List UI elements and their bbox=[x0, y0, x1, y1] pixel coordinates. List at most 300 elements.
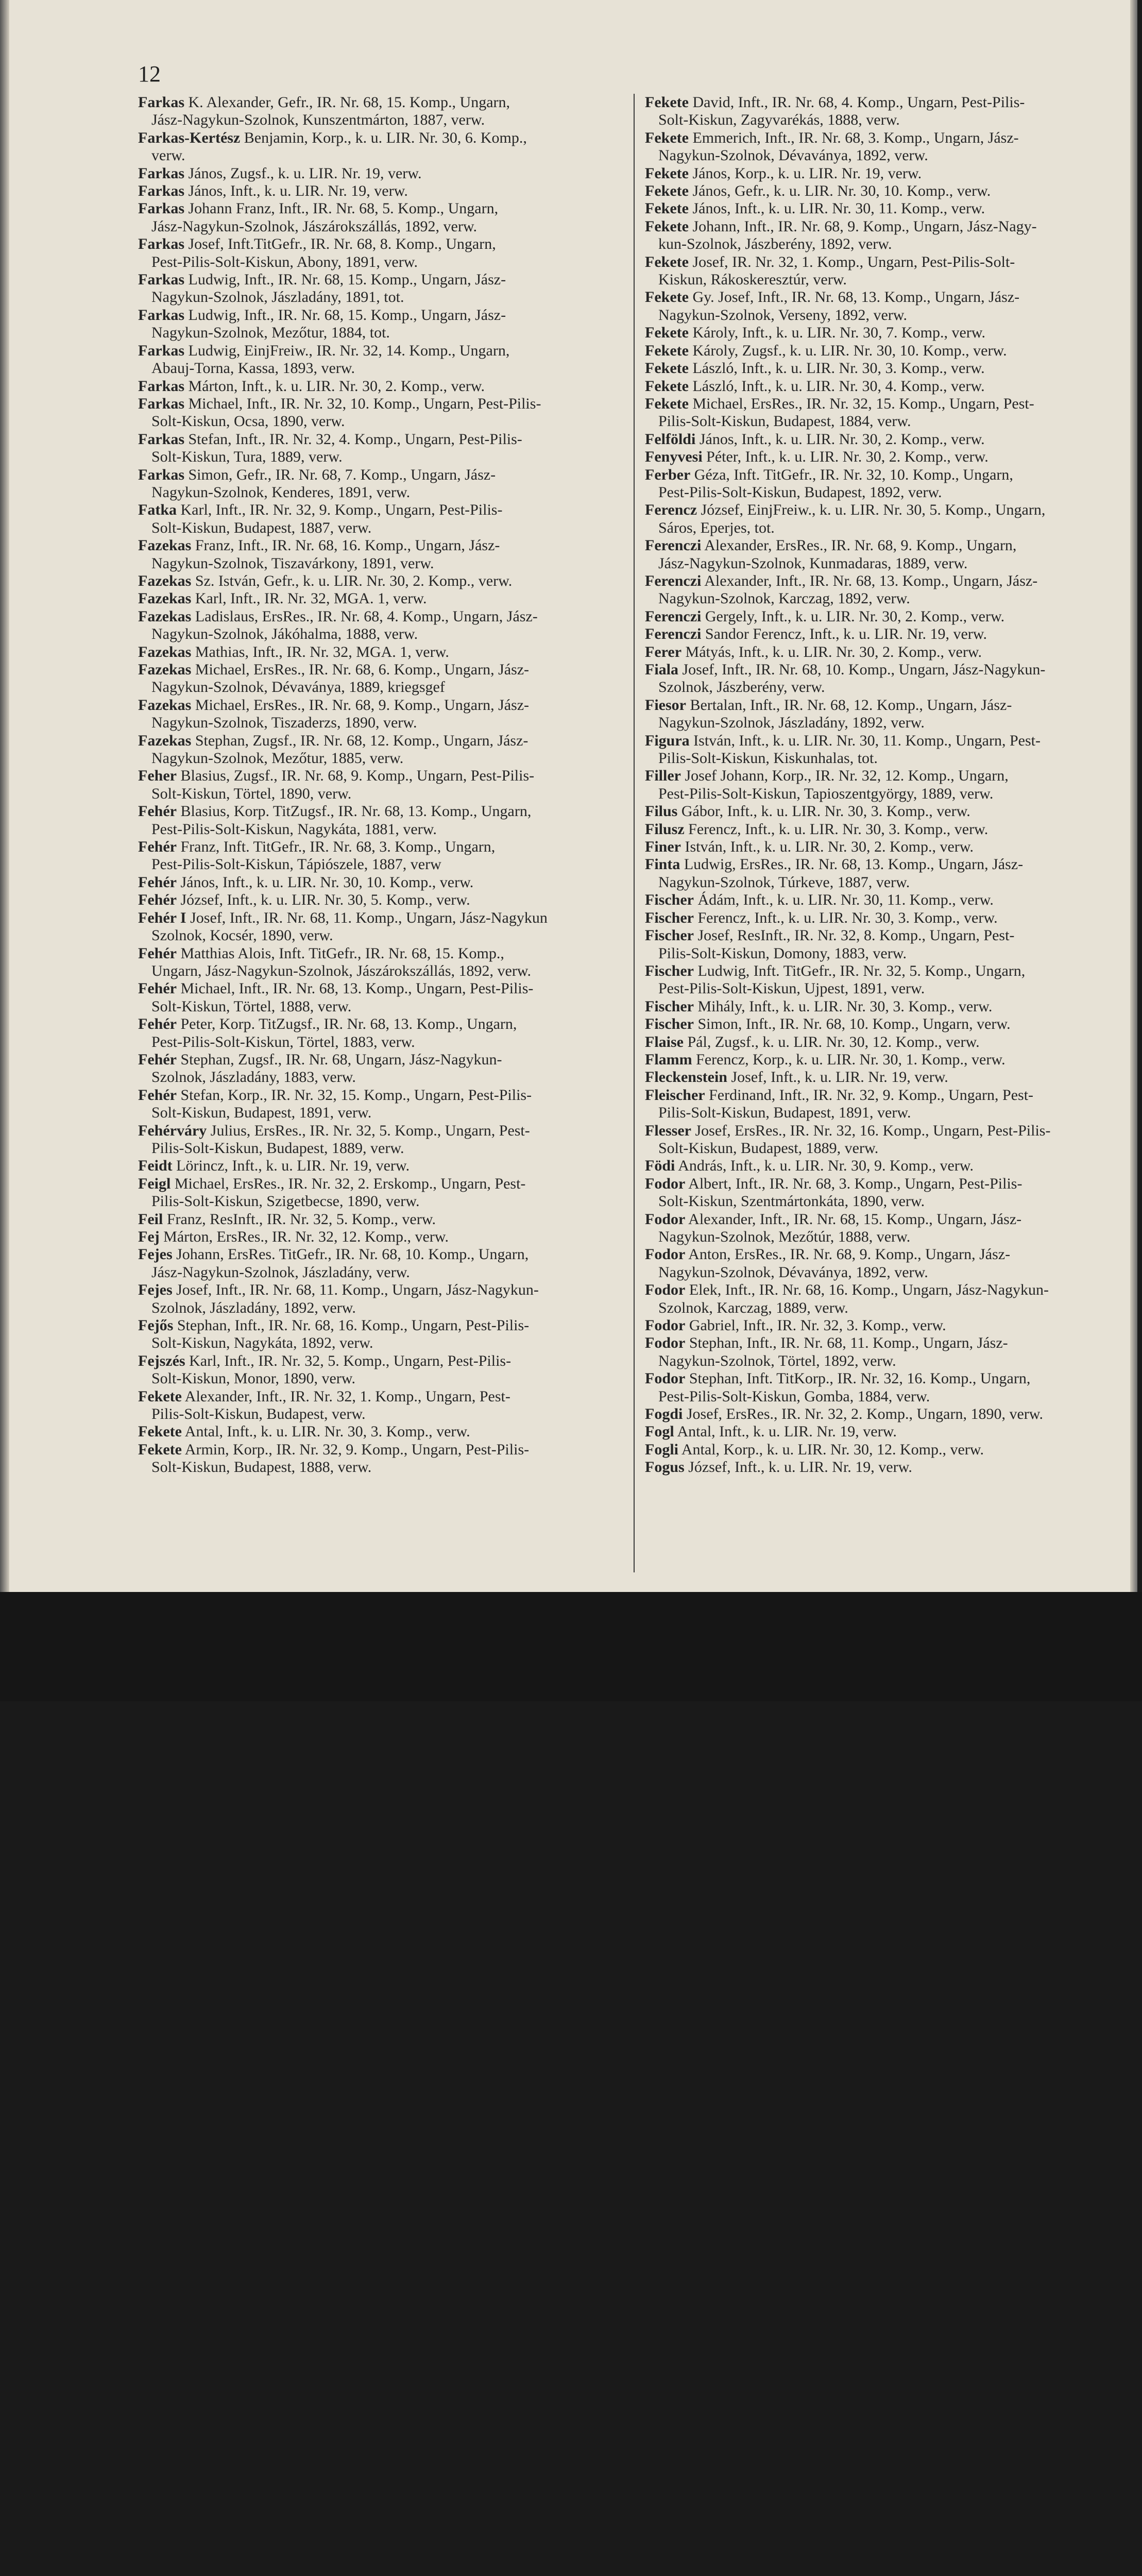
entry-surname: Feigl bbox=[138, 1175, 171, 1192]
entry-continuation-line: Pest-Pilis-Solt-Kiskun, Abony, 1891, verw. bbox=[151, 253, 418, 270]
entry-details: Alexander, Inft., IR. Nr. 68, 15. Komp., Ungarn, Jász- bbox=[685, 1210, 1022, 1228]
entry-details: Stephan, Zugsf., IR. Nr. 68, Ungarn, Jász-Nagykun- bbox=[176, 1050, 502, 1068]
entry-continuation-line: Nagykun-Szolnok, Karczag, 1892, verw. bbox=[658, 590, 910, 607]
entry-details: Alexander, Inft., IR. Nr. 32, 1. Komp., Ungarn, Pest- bbox=[181, 1387, 510, 1405]
entry-first-line bbox=[645, 1441, 1137, 1459]
entry-details: Ferencz, Inft., k. u. LIR. Nr. 30, 3. Komp., verw. bbox=[693, 909, 998, 926]
directory-entry bbox=[138, 395, 627, 431]
entry-first-line bbox=[138, 1087, 627, 1104]
entry-first-line bbox=[645, 625, 1137, 643]
entry-first-line bbox=[645, 448, 1137, 466]
entry-surname: Fazekas bbox=[138, 696, 192, 714]
entry-surname: Fogdi bbox=[645, 1405, 683, 1423]
entry-first-line bbox=[138, 501, 627, 519]
entry-surname: Feher bbox=[138, 767, 177, 785]
entry-details: Johann Franz, Inft., IR. Nr. 68, 5. Komp., Ungarn, bbox=[184, 200, 499, 217]
entry-details: Franz, Inft., IR. Nr. 68, 16. Komp., Ungarn, Jász- bbox=[191, 537, 500, 554]
entry-details: Gy. Josef, Inft., IR. Nr. 68, 13. Komp., Ungarn, Jász- bbox=[688, 289, 1020, 306]
entry-continuation-line: Solt-Kiskun, Szentmártonkáta, 1890, verw. bbox=[658, 1193, 925, 1210]
entry-details: János, Inft., k. u. LIR. Nr. 19, verw. bbox=[184, 182, 408, 200]
entry-details: Simon, Gefr., IR. Nr. 68, 7. Komp., Ungarn, Jász- bbox=[184, 466, 496, 483]
entry-details: Stefan, Inft., IR. Nr. 32, 4. Komp., Ungarn, Pest-Pilis- bbox=[184, 430, 522, 448]
entry-continuation-line: Szolnok, Karczag, 1889, verw. bbox=[658, 1299, 848, 1316]
entry-first-line bbox=[138, 378, 627, 395]
entry-details: Károly, Zugsf., k. u. LIR. Nr. 30, 10. Komp., verw. bbox=[688, 342, 1007, 359]
entry-surname: Fejszés bbox=[138, 1352, 185, 1369]
entry-first-line bbox=[645, 661, 1137, 679]
entry-first-line bbox=[645, 962, 1137, 980]
entry-surname: Fehér bbox=[138, 980, 177, 997]
entry-details: Josef, ErsRes., IR. Nr. 32, 2. Komp., Ungarn, 1890, verw. bbox=[683, 1405, 1043, 1423]
entry-details: József, Inft., k. u. LIR. Nr. 19, verw. bbox=[684, 1459, 912, 1476]
entry-first-line bbox=[645, 378, 1137, 395]
entry-details: János, Inft., k. u. LIR. Nr. 30, 2. Komp., verw. bbox=[695, 430, 985, 448]
entry-continuation-line: Solt-Kiskun, Ocsa, 1890, verw. bbox=[151, 413, 345, 430]
entry-continuation-line: Pest-Pilis-Solt-Kiskun, Törtel, 1883, verw. bbox=[151, 1033, 415, 1050]
entry-surname: Ferber bbox=[645, 466, 691, 483]
directory-entry bbox=[138, 767, 627, 803]
entry-details: Ferencz, Inft., k. u. LIR. Nr. 30, 3. Komp., verw. bbox=[684, 820, 988, 838]
entry-surname: Farkas bbox=[138, 430, 184, 448]
entry-details: László, Inft., k. u. LIR. Nr. 30, 4. Komp., verw. bbox=[688, 377, 985, 395]
entry-details: Josef, ResInft., IR. Nr. 32, 8. Komp., Ungarn, Pest- bbox=[693, 927, 1015, 944]
entry-surname: Fischer bbox=[645, 962, 694, 979]
directory-entry bbox=[645, 182, 1137, 200]
entry-details: Stephan, Inft., IR. Nr. 68, 11. Komp., Ungarn, Jász- bbox=[685, 1334, 1008, 1352]
entry-first-line bbox=[645, 1122, 1137, 1140]
entry-details: Blasius, Korp. TitZugsf., IR. Nr. 68, 13. Komp., Ungarn, bbox=[176, 803, 532, 820]
entry-first-line bbox=[138, 165, 627, 182]
entry-first-line bbox=[138, 1122, 627, 1140]
entry-details: Stephan, Inft. TitKorp., IR. Nr. 32, 16. Komp., Ungarn, bbox=[685, 1370, 1031, 1387]
entry-details: Simon, Inft., IR. Nr. 68, 10. Komp., Ungarn, verw. bbox=[693, 1015, 1011, 1033]
entry-continuation-line: Nagykun-Szolnok, Verseny, 1892, verw. bbox=[658, 306, 907, 324]
entry-details: Gergely, Inft., k. u. LIR. Nr. 30, 2. Komp., verw. bbox=[701, 607, 1005, 625]
entry-continuation-line: Nagykun-Szolnok, Mezőtúr, 1888, verw. bbox=[658, 1228, 911, 1245]
entry-continuation-line: Szolnok, Jászberény, verw. bbox=[658, 679, 825, 696]
directory-entry bbox=[645, 1069, 1137, 1086]
entry-first-line bbox=[645, 200, 1137, 217]
directory-entry bbox=[645, 838, 1137, 856]
entry-surname: Ferenczi bbox=[645, 572, 702, 589]
entry-first-line bbox=[645, 572, 1137, 590]
entry-surname: Fodor bbox=[645, 1370, 686, 1387]
entry-first-line bbox=[138, 767, 627, 785]
directory-entry bbox=[138, 1175, 627, 1211]
entry-details: Ádám, Inft., k. u. LIR. Nr. 30, 11. Komp., verw. bbox=[693, 891, 994, 909]
entry-continuation-line: Nagykun-Szolnok, Túrkeve, 1887, verw. bbox=[658, 873, 910, 891]
directory-entry bbox=[645, 1281, 1137, 1317]
entry-continuation-line: Pest-Pilis-Solt-Kiskun, Gomba, 1884, verw. bbox=[658, 1387, 930, 1405]
directory-entry bbox=[138, 1317, 627, 1352]
directory-entry bbox=[645, 1122, 1137, 1158]
directory-entry bbox=[138, 572, 627, 590]
entry-surname: Ferenczi bbox=[645, 625, 702, 643]
entry-first-line bbox=[645, 466, 1137, 484]
entry-details: Stephan, Inft., IR. Nr. 68, 16. Komp., Ungarn, Pest-Pilis- bbox=[173, 1317, 530, 1334]
entry-details: Ludwig, Inft., IR. Nr. 68, 15. Komp., Ungarn, Jász- bbox=[184, 306, 506, 324]
entry-details: Michael, Inft., IR. Nr. 32, 10. Komp., Ungarn, Pest-Pilis- bbox=[184, 395, 541, 412]
entry-details: Emmerich, Inft., IR. Nr. 68, 3. Komp., Ungarn, Jász- bbox=[688, 129, 1019, 146]
entry-first-line bbox=[645, 1211, 1137, 1228]
entry-first-line bbox=[645, 927, 1137, 944]
entry-details: Franz, Inft. TitGefr., IR. Nr. 68, 3. Komp., Ungarn, bbox=[176, 838, 496, 856]
entry-first-line bbox=[645, 998, 1137, 1015]
entry-continuation-line: Nagykun-Szolnok, Jászladány, 1891, tot. bbox=[151, 289, 404, 306]
entry-first-line bbox=[138, 909, 627, 927]
entry-details: Armin, Korp., IR. Nr. 32, 9. Komp., Ungarn, Pest-Pilis- bbox=[181, 1440, 530, 1458]
entry-surname: Fejes bbox=[138, 1281, 173, 1299]
entry-surname: Ferenczi bbox=[645, 607, 702, 625]
entry-continuation-line: Pilis-Solt-Kiskun, Kiskunhalas, tot. bbox=[658, 750, 878, 767]
directory-entry bbox=[138, 1441, 627, 1477]
entry-surname: Fodor bbox=[645, 1334, 686, 1352]
entry-continuation-line: Nagykun-Szolnok, Tiszaderzs, 1890, verw. bbox=[151, 714, 417, 732]
entry-surname: Fehér bbox=[138, 1086, 177, 1104]
directory-entry bbox=[138, 165, 627, 182]
entry-continuation-line: Pest-Pilis-Solt-Kiskun, Budapest, 1892, verw. bbox=[658, 483, 942, 501]
entry-surname: Fenyvesi bbox=[645, 448, 703, 466]
directory-entry bbox=[645, 767, 1137, 803]
directory-entry bbox=[645, 927, 1137, 962]
directory-entry bbox=[138, 891, 627, 909]
entry-details: József, EinjFreiw., k. u. LIR. Nr. 30, 5. Komp., Ungarn, bbox=[697, 501, 1046, 519]
entry-continuation-line: Nagykun-Szolnok, Dévaványa, 1892, verw. bbox=[658, 147, 928, 164]
entry-first-line bbox=[138, 1051, 627, 1069]
entry-surname: Fehér bbox=[138, 873, 177, 891]
entry-first-line bbox=[138, 590, 627, 607]
entry-continuation-line: Nagykun-Szolnok, Kenderes, 1891, verw. bbox=[151, 483, 411, 501]
directory-entry bbox=[645, 1441, 1137, 1459]
entry-surname: Fischer bbox=[645, 1015, 694, 1033]
entry-surname: Fatka bbox=[138, 501, 177, 519]
entry-first-line bbox=[645, 360, 1137, 377]
entry-first-line bbox=[645, 1157, 1137, 1175]
entry-surname: Farkas bbox=[138, 377, 184, 395]
entry-first-line bbox=[645, 431, 1137, 448]
entry-first-line bbox=[138, 395, 627, 413]
entry-first-line bbox=[138, 271, 627, 289]
entry-surname: Fehér bbox=[138, 838, 177, 856]
page-edge bbox=[1130, 0, 1137, 1592]
entry-continuation-line: verw. bbox=[151, 147, 185, 164]
column-divider bbox=[634, 94, 635, 1572]
entry-surname: Farkas bbox=[138, 271, 184, 289]
entry-details: Stefan, Korp., IR. Nr. 32, 15. Komp., Ungarn, Pest-Pilis- bbox=[176, 1086, 532, 1104]
entry-details: Ferencz, Korp., k. u. LIR. Nr. 30, 1. Komp., verw. bbox=[692, 1050, 1005, 1068]
entry-first-line bbox=[645, 909, 1137, 927]
entry-surname: Fehér bbox=[138, 1050, 177, 1068]
entry-continuation-line: Nagykun-Szolnok, Mezőtur, 1884, tot. bbox=[151, 324, 390, 342]
entry-surname: Fekete bbox=[645, 217, 689, 235]
entry-first-line bbox=[138, 874, 627, 891]
entry-details: Karl, Inft., IR. Nr. 32, 5. Komp., Ungarn, Pest-Pilis- bbox=[185, 1352, 512, 1369]
entry-details: Antal, Inft., k. u. LIR. Nr. 30, 3. Komp., verw. bbox=[181, 1423, 470, 1440]
entry-surname: Filusz bbox=[645, 820, 685, 838]
entry-details: Blasius, Zugsf., IR. Nr. 68, 9. Komp., Ungarn, Pest-Pilis- bbox=[176, 767, 535, 785]
entry-first-line bbox=[645, 1459, 1137, 1476]
entry-surname: Fogus bbox=[645, 1459, 685, 1476]
directory-entry bbox=[138, 661, 627, 697]
entry-details: Antal, Inft., k. u. LIR. Nr. 19, verw. bbox=[674, 1423, 897, 1440]
entry-first-line bbox=[138, 1228, 627, 1246]
entry-details: Alexander, ErsRes., IR. Nr. 68, 9. Komp., Ungarn, bbox=[701, 537, 1017, 554]
entry-surname: Fehér I bbox=[138, 909, 186, 926]
entry-details: Bertalan, Inft., IR. Nr. 68, 12. Komp., Ungarn, Jász- bbox=[686, 696, 1012, 714]
directory-entry bbox=[645, 1175, 1137, 1211]
entry-surname: Fekete bbox=[645, 253, 689, 270]
directory-entry bbox=[138, 732, 627, 768]
entry-surname: Fazekas bbox=[138, 607, 192, 625]
entry-first-line bbox=[645, 94, 1137, 111]
entry-surname: Fejős bbox=[138, 1317, 174, 1334]
entry-first-line bbox=[645, 608, 1137, 625]
directory-entry bbox=[138, 307, 627, 342]
directory-entry bbox=[138, 643, 627, 661]
entry-surname: Farkas bbox=[138, 395, 184, 412]
entry-first-line bbox=[138, 572, 627, 590]
directory-entry bbox=[138, 1015, 627, 1051]
entry-continuation-line: Pest-Pilis-Solt-Kiskun, Nagykáta, 1881, verw. bbox=[151, 820, 437, 838]
entry-surname: Fejes bbox=[138, 1246, 173, 1263]
entry-details: Josef, ErsRes., IR. Nr. 32, 16. Komp., Ungarn, Pest-Pilis- bbox=[691, 1122, 1051, 1139]
entry-details: Josef, Inft.TitGefr., IR. Nr. 68, 8. Komp., Ungarn, bbox=[184, 235, 496, 253]
entry-first-line bbox=[138, 1015, 627, 1033]
directory-entry bbox=[138, 608, 627, 643]
entry-first-line bbox=[645, 1033, 1137, 1051]
entry-first-line bbox=[138, 1423, 627, 1440]
entry-surname: Fiesor bbox=[645, 696, 686, 714]
entry-surname: Fazekas bbox=[138, 732, 192, 749]
entry-surname: Fischer bbox=[645, 927, 694, 944]
directory-entry bbox=[138, 466, 627, 502]
entry-continuation-line: Jász-Nagykun-Szolnok, Kunmadaras, 1889, verw. bbox=[658, 554, 968, 572]
entry-surname: Fodor bbox=[645, 1210, 686, 1228]
entry-surname: Fekete bbox=[645, 129, 689, 146]
entry-details: Márton, Inft., k. u. LIR. Nr. 30, 2. Komp., verw. bbox=[184, 377, 485, 395]
entry-continuation-line: Nagykun-Szolnok, Jászladány, 1892, verw. bbox=[658, 714, 925, 732]
entry-first-line bbox=[645, 537, 1137, 554]
entry-surname: Farkas bbox=[138, 200, 184, 217]
entry-surname: Filus bbox=[645, 803, 678, 820]
directory-entry bbox=[138, 1388, 627, 1423]
entry-surname: Farkas-Kertész bbox=[138, 129, 241, 146]
entry-surname: Fekete bbox=[645, 94, 689, 111]
entry-continuation-line: Nagykun-Szolnok, Dévaványa, 1892, verw. bbox=[658, 1263, 928, 1281]
directory-entry bbox=[138, 271, 627, 307]
entry-continuation-line: Pest-Pilis-Solt-Kiskun, Ujpest, 1891, verw. bbox=[658, 980, 925, 997]
entry-first-line bbox=[645, 1175, 1137, 1193]
entry-first-line bbox=[138, 342, 627, 360]
entry-first-line bbox=[138, 466, 627, 484]
directory-entry bbox=[645, 962, 1137, 998]
entry-details: Josef, Inft., IR. Nr. 68, 11. Komp., Ungarn, Jász-Nagykun bbox=[186, 909, 548, 926]
entry-details: Ladislaus, ErsRes., IR. Nr. 68, 4. Komp., Ungarn, Jász- bbox=[191, 607, 538, 625]
entry-first-line bbox=[645, 803, 1137, 820]
directory-entry bbox=[645, 129, 1137, 165]
entry-continuation-line: Ungarn, Jász-Nagykun-Szolnok, Jászárokszállás, 1892, verw. bbox=[151, 962, 532, 979]
entry-surname: Fekete bbox=[645, 164, 689, 182]
directory-entry bbox=[138, 874, 627, 891]
entry-surname: Fekete bbox=[138, 1423, 182, 1440]
entry-first-line bbox=[645, 1051, 1137, 1069]
entry-continuation-line: Solt-Kiskun, Nagykáta, 1892, verw. bbox=[151, 1334, 373, 1352]
entry-details: János, Inft., k. u. LIR. Nr. 30, 10. Komp., verw. bbox=[176, 873, 474, 891]
entry-continuation-line: Jász-Nagykun-Szolnok, Jászárokszállás, 1892, verw. bbox=[151, 217, 478, 235]
directory-entry bbox=[138, 94, 627, 129]
entry-continuation-line: Pilis-Solt-Kiskun, Budapest, 1889, verw. bbox=[151, 1139, 404, 1157]
entry-surname: Feidt bbox=[138, 1157, 173, 1175]
entry-surname: Fej bbox=[138, 1228, 160, 1245]
directory-entry bbox=[645, 448, 1137, 466]
entry-surname: Fleischer bbox=[645, 1086, 705, 1104]
directory-entry bbox=[645, 253, 1137, 289]
page-number: 12 bbox=[138, 61, 161, 87]
directory-entry bbox=[645, 1015, 1137, 1033]
entry-details: Károly, Inft., k. u. LIR. Nr. 30, 7. Komp., verw. bbox=[688, 324, 985, 342]
directory-entry bbox=[645, 1051, 1137, 1069]
entry-details: Stephan, Zugsf., IR. Nr. 68, 12. Komp., Ungarn, Jász- bbox=[191, 732, 529, 749]
entry-first-line bbox=[138, 661, 627, 679]
entry-details: Péter, Inft., k. u. LIR. Nr. 30, 2. Komp., verw. bbox=[702, 448, 988, 466]
entry-first-line bbox=[138, 235, 627, 253]
directory-entry bbox=[645, 821, 1137, 838]
entry-first-line bbox=[138, 1441, 627, 1459]
entry-surname: Födi bbox=[645, 1157, 675, 1175]
directory-entry bbox=[645, 200, 1137, 217]
entry-first-line bbox=[645, 891, 1137, 909]
entry-first-line bbox=[645, 182, 1137, 200]
entry-details: Ludwig, Inft. TitGefr., IR. Nr. 32, 5. Komp., Ungarn, bbox=[693, 962, 1026, 979]
entry-details: János, Zugsf., k. u. LIR. Nr. 19, verw. bbox=[184, 164, 422, 182]
directory-entry bbox=[138, 501, 627, 537]
entry-surname: Fogl bbox=[645, 1423, 674, 1440]
entry-details: Karl, Inft., IR. Nr. 32, 9. Komp., Ungarn, Pest-Pilis- bbox=[177, 501, 503, 519]
entry-details: László, Inft., k. u. LIR. Nr. 30, 3. Komp., verw. bbox=[688, 360, 985, 377]
entry-details: Michael, ErsRes., IR. Nr. 68, 6. Komp., Ungarn, Jász- bbox=[191, 661, 530, 678]
entry-first-line bbox=[645, 1281, 1137, 1299]
entry-first-line bbox=[138, 200, 627, 217]
entry-surname: Fazekas bbox=[138, 590, 192, 607]
entry-surname: Farkas bbox=[138, 182, 184, 200]
directory-entry bbox=[138, 697, 627, 732]
entry-surname: Fehér bbox=[138, 803, 177, 820]
entry-continuation-line: Nagykun-Szolnok, Tiszavárkony, 1891, verw. bbox=[151, 554, 434, 572]
entry-surname: Fodor bbox=[645, 1175, 686, 1192]
entry-surname: Fodor bbox=[645, 1317, 686, 1334]
directory-entry bbox=[645, 218, 1137, 253]
entry-continuation-line: Nagykun-Szolnok, Jákóhalma, 1888, verw. bbox=[151, 625, 418, 643]
directory-entry bbox=[138, 1352, 627, 1388]
entry-surname: Fodor bbox=[645, 1246, 686, 1263]
entry-details: Antal, Korp., k. u. LIR. Nr. 30, 12. Komp., verw. bbox=[678, 1440, 984, 1458]
entry-continuation-line: Pest-Pilis-Solt-Kiskun, Tápiószele, 1887, verw bbox=[151, 856, 441, 873]
directory-entry bbox=[138, 1423, 627, 1440]
directory-entry bbox=[645, 1334, 1137, 1370]
entry-first-line bbox=[645, 218, 1137, 235]
entry-first-line bbox=[138, 129, 627, 147]
entry-surname: Farkas bbox=[138, 94, 184, 111]
entry-details: Elek, Inft., IR. Nr. 68, 16. Komp., Ungarn, Jász-Nagykun- bbox=[685, 1281, 1049, 1299]
entry-surname: Fazekas bbox=[138, 537, 192, 554]
entry-surname: Fekete bbox=[645, 324, 689, 342]
entry-details: Sz. István, Gefr., k. u. LIR. Nr. 30, 2. Komp., verw. bbox=[191, 572, 513, 589]
entry-first-line bbox=[138, 803, 627, 820]
entry-continuation-line: Pilis-Solt-Kiskun, Budapest, verw. bbox=[151, 1405, 366, 1423]
entry-surname: Fogli bbox=[645, 1440, 678, 1458]
entry-details: Johann, ErsRes. TitGefr., IR. Nr. 68, 10. Komp., Ungarn, bbox=[172, 1246, 529, 1263]
entry-surname: Fekete bbox=[138, 1440, 182, 1458]
directory-entry bbox=[645, 998, 1137, 1015]
entry-details: K. Alexander, Gefr., IR. Nr. 68, 15. Komp., Ungarn, bbox=[184, 94, 510, 111]
entry-surname: Fazekas bbox=[138, 661, 192, 678]
entry-first-line bbox=[645, 324, 1137, 342]
directory-entry bbox=[138, 838, 627, 874]
entry-first-line bbox=[645, 643, 1137, 661]
entry-first-line bbox=[138, 182, 627, 200]
entry-surname: Fekete bbox=[645, 200, 689, 217]
entry-surname: Fleckenstein bbox=[645, 1069, 727, 1086]
directory-entry bbox=[645, 625, 1137, 643]
entry-details: Michael, Inft., IR. Nr. 68, 13. Komp., Ungarn, Pest-Pilis- bbox=[176, 980, 534, 997]
directory-entry bbox=[645, 608, 1137, 625]
entry-surname: Fehérváry bbox=[138, 1122, 207, 1139]
entry-surname: Fekete bbox=[645, 342, 689, 359]
entry-details: János, Inft., k. u. LIR. Nr. 30, 11. Komp., verw. bbox=[688, 200, 985, 217]
directory-entry bbox=[138, 1157, 627, 1175]
entry-details: Ludwig, ErsRes., IR. Nr. 68, 13. Komp., Ungarn, Jász- bbox=[680, 856, 1024, 873]
directory-entry bbox=[645, 1246, 1137, 1281]
entry-surname: Fehér bbox=[138, 944, 177, 962]
directory-entry bbox=[645, 1459, 1137, 1476]
entry-details: Mihály, Inft., k. u. LIR. Nr. 30, 3. Komp., verw. bbox=[693, 997, 993, 1015]
directory-entry bbox=[138, 342, 627, 378]
directory-entry bbox=[645, 1033, 1137, 1051]
entry-surname: Filler bbox=[645, 767, 681, 785]
entry-first-line bbox=[138, 307, 627, 324]
entry-details: Sandor Ferencz, Inft., k. u. LIR. Nr. 19, verw. bbox=[701, 625, 987, 643]
entry-details: Ludwig, Inft., IR. Nr. 68, 15. Komp., Ungarn, Jász- bbox=[184, 271, 506, 289]
directory-entry bbox=[138, 200, 627, 235]
directory-entry bbox=[645, 466, 1137, 502]
directory-entry bbox=[138, 1228, 627, 1246]
entry-details: Lörincz, Inft., k. u. LIR. Nr. 19, verw. bbox=[172, 1157, 410, 1175]
directory-entry bbox=[645, 1317, 1137, 1334]
entry-first-line bbox=[645, 253, 1137, 271]
directory-entry bbox=[645, 360, 1137, 377]
directory-entry bbox=[645, 909, 1137, 927]
entry-continuation-line: Pilis-Solt-Kiskun, Budapest, 1891, verw. bbox=[658, 1104, 911, 1122]
viewer-footer bbox=[0, 1592, 1142, 1701]
entry-continuation-line: Nagykun-Szolnok, Dévaványa, 1889, kriegsgef bbox=[151, 679, 445, 696]
entry-first-line bbox=[645, 821, 1137, 838]
entry-first-line bbox=[138, 537, 627, 554]
directory-entry bbox=[138, 909, 627, 945]
entry-first-line bbox=[138, 891, 627, 909]
directory-entry bbox=[138, 378, 627, 395]
entry-continuation-line: Nagykun-Szolnok, Törtel, 1892, verw. bbox=[658, 1352, 896, 1369]
entry-surname: Fiala bbox=[645, 661, 678, 678]
entry-first-line bbox=[645, 1334, 1137, 1352]
entry-details: Albert, Inft., IR. Nr. 68, 3. Komp., Ungarn, Pest-Pilis- bbox=[685, 1175, 1022, 1192]
entry-continuation-line: Nagykun-Szolnok, Mezőtur, 1885, verw. bbox=[151, 750, 404, 767]
entry-details: Gábor, Inft., k. u. LIR. Nr. 30, 3. Komp., verw. bbox=[677, 803, 970, 820]
entry-details: Ferdinand, Inft., IR. Nr. 32, 9. Komp., Ungarn, Pest- bbox=[705, 1086, 1034, 1104]
entry-surname: Farkas bbox=[138, 306, 184, 324]
entry-first-line bbox=[645, 1317, 1137, 1334]
entry-first-line bbox=[645, 1246, 1137, 1263]
directory-entry bbox=[645, 1370, 1137, 1405]
